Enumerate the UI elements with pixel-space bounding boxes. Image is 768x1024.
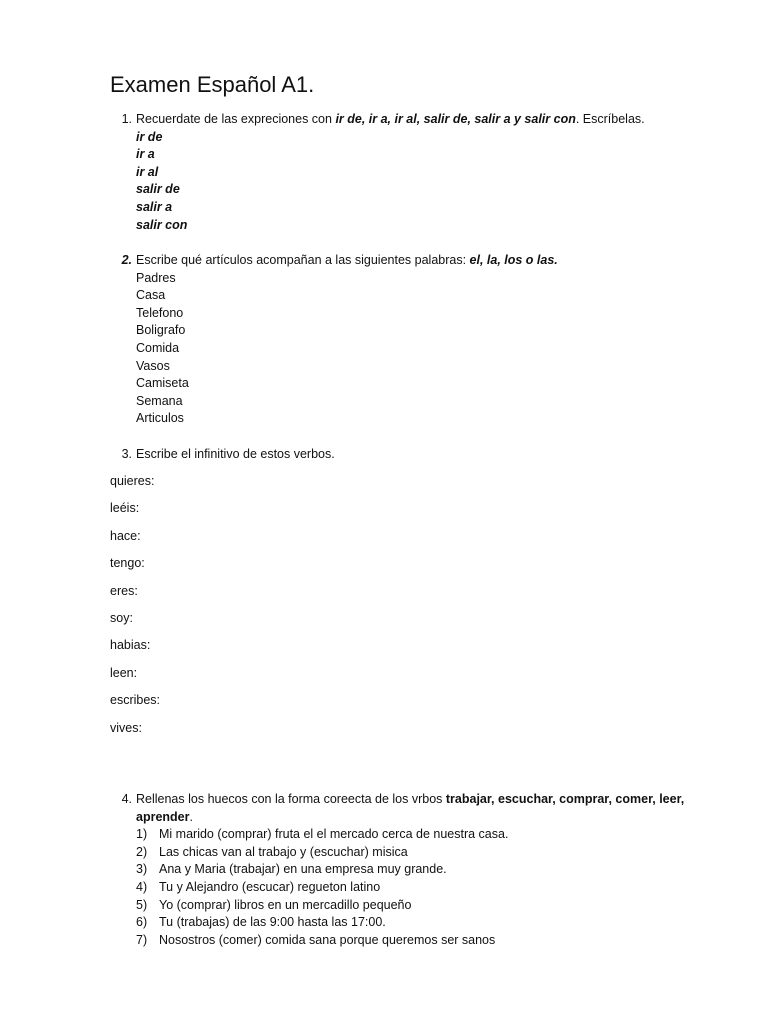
verb-item: soy: bbox=[110, 610, 133, 625]
question-2-number: 2. bbox=[121, 253, 132, 267]
verb-item: eres: bbox=[110, 583, 138, 598]
verb-item: leéis: bbox=[110, 501, 140, 516]
verb-item: leen: bbox=[110, 665, 138, 680]
verb-item: vives: bbox=[110, 720, 142, 735]
question-3 bbox=[110, 446, 708, 464]
page-title: Examen Español A1. bbox=[110, 72, 315, 97]
question-3-verb-list bbox=[110, 473, 160, 747]
question-4-prompt: Rellenas los huecos con la forma coreecta de los vrbos trabajar, escuchar, comprar, comer, leer, aprender. bbox=[136, 792, 685, 824]
question-1-prompt: Recuerdate de las expreciones con ir de, ir a, ir al, salir de, salir a y salir con. Escríbelas. bbox=[136, 112, 645, 126]
question-2-word-list bbox=[136, 270, 708, 428]
sentence-item: 3) Ana y Maria (trabajar) en una empresa muy grande. bbox=[136, 862, 447, 877]
question-4-sentence-list bbox=[136, 826, 708, 949]
question-1-number: 1. bbox=[121, 112, 132, 126]
expression-item: salir de bbox=[136, 182, 180, 197]
verb-item: tengo: bbox=[110, 556, 145, 571]
verb-item: quieres: bbox=[110, 474, 155, 488]
sentence-item: 5) Yo (comprar) libros en un mercadillo pequeño bbox=[136, 897, 412, 912]
word-item: Semana bbox=[136, 393, 183, 408]
question-3-number: 3. bbox=[121, 447, 132, 461]
question-4 bbox=[110, 791, 708, 949]
sentence-item: 2) Las chicas van al trabajo y (escuchar) misica bbox=[136, 844, 408, 859]
expression-item: salir a bbox=[136, 199, 173, 214]
question-4-number: 4. bbox=[121, 792, 132, 806]
word-item: Camiseta bbox=[136, 376, 189, 391]
question-3-prompt: Escribe el infinitivo de estos verbos. bbox=[136, 447, 335, 461]
verb-item: escribes: bbox=[110, 693, 161, 708]
sentence-item: 1) Mi marido (comprar) fruta el el mercado cerca de nuestra casa. bbox=[136, 827, 509, 842]
question-1 bbox=[110, 111, 708, 234]
word-item: Telefono bbox=[136, 305, 184, 320]
word-item: Comida bbox=[136, 340, 180, 355]
verb-item: hace: bbox=[110, 528, 141, 543]
word-item: Padres bbox=[136, 270, 176, 285]
expression-item: ir de bbox=[136, 129, 163, 144]
word-item: Casa bbox=[136, 288, 166, 303]
expression-item: ir al bbox=[136, 164, 159, 179]
question-2-prompt: Escribe qué artículos acompañan a las siguientes palabras: el, la, los o las. bbox=[136, 253, 558, 267]
question-2 bbox=[110, 252, 708, 428]
expression-item: ir a bbox=[136, 147, 155, 162]
word-item: Articulos bbox=[136, 411, 184, 426]
verb-item: habias: bbox=[110, 638, 151, 653]
sentence-item: 4) Tu y Alejandro (escucar) regueton latino bbox=[136, 879, 381, 894]
word-item: Boligrafo bbox=[136, 323, 186, 338]
sentence-item: 7) Nosostros (comer) comida sana porque queremos ser sanos bbox=[136, 932, 496, 947]
word-item: Vasos bbox=[136, 358, 170, 373]
sentence-item: 6) Tu (trabajas) de las 9:00 hasta las 17:00. bbox=[136, 915, 386, 930]
expression-item: salir con bbox=[136, 217, 188, 232]
question-1-expression-list bbox=[136, 129, 708, 235]
